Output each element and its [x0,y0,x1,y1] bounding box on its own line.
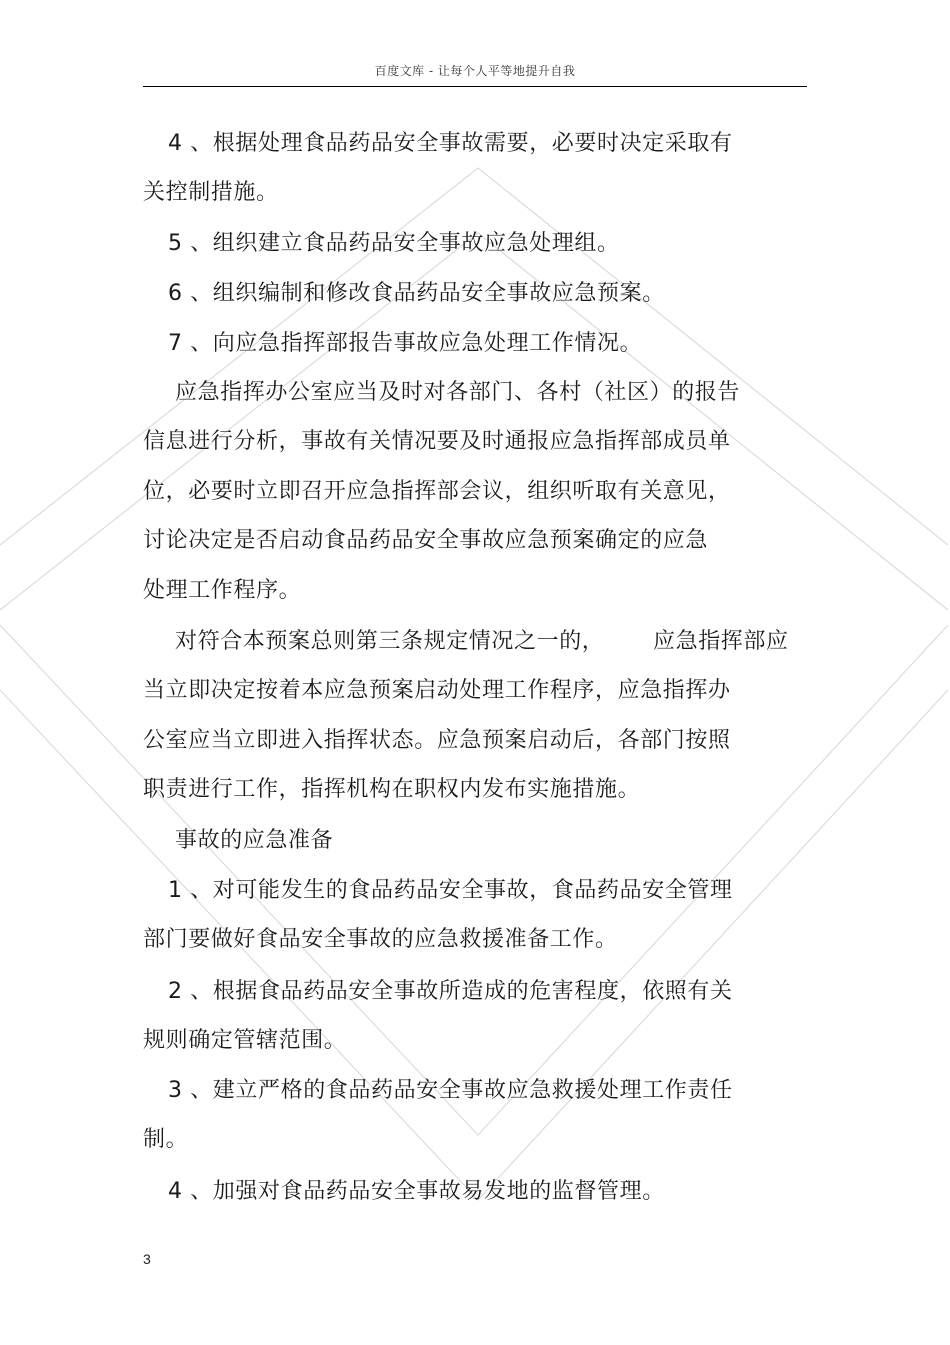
text-line: 当立即决定按着本应急预案启动处理工作程序，应急指挥办 [143,678,731,703]
text-line: 4 、加强对食品药品安全事故易发地的监督管理。 [168,1179,665,1204]
text-line: 3 、建立严格的食品药品安全事故应急救援处理工作责任 [168,1078,733,1103]
text-line: 公室应当立即进入指挥状态。应急预案启动后，各部门按照 [143,728,731,753]
text-line: 规则确定管辖范围。 [143,1028,347,1053]
text-line: 信息进行分析，事故有关情况要及时通报应急指挥部成员单 [143,429,731,454]
text-line: 4 、根据处理食品药品安全事故需要，必要时决定采取有 [168,131,733,156]
text-line: 应急指挥部应 [653,629,789,654]
text-line: 处理工作程序。 [143,578,302,603]
text-line: 位，必要时立即召开应急指挥部会议，组织听取有关意见， [143,479,731,504]
text-line: 6 、组织编制和修改食品药品安全事故应急预案。 [168,281,665,306]
text-line: 制。 [143,1127,189,1152]
header-divider [143,86,807,87]
text-line: 部门要做好食品安全事故的应急救援准备工作。 [143,927,618,952]
page-header: 百度文库 - 让每个人平等地提升自我 [374,64,576,78]
text-line: 1 、对可能发生的食品药品安全事故，食品药品安全管理 [168,878,733,903]
text-line: 2 、根据食品药品安全事故所造成的危害程度，依照有关 [168,979,733,1004]
text-line: 职责进行工作，指挥机构在职权内发布实施措施。 [143,777,641,802]
text-line: 7 、向应急指挥部报告事故应急处理工作情况。 [168,331,643,356]
text-line: 关控制措施。 [143,180,279,205]
text-line: 讨论决定是否启动食品药品安全事故应急预案确定的应急 [143,528,709,553]
page-number: 3 [143,1251,151,1267]
text-line: 5 、组织建立食品药品安全事故应急处理组。 [168,231,620,256]
text-line: 应急指挥办公室应当及时对各部门、各村（社区）的报告 [175,380,741,405]
section-heading: 事故的应急准备 [175,828,334,853]
text-line: 对符合本预案总则第三条规定情况之一的， [175,629,605,654]
